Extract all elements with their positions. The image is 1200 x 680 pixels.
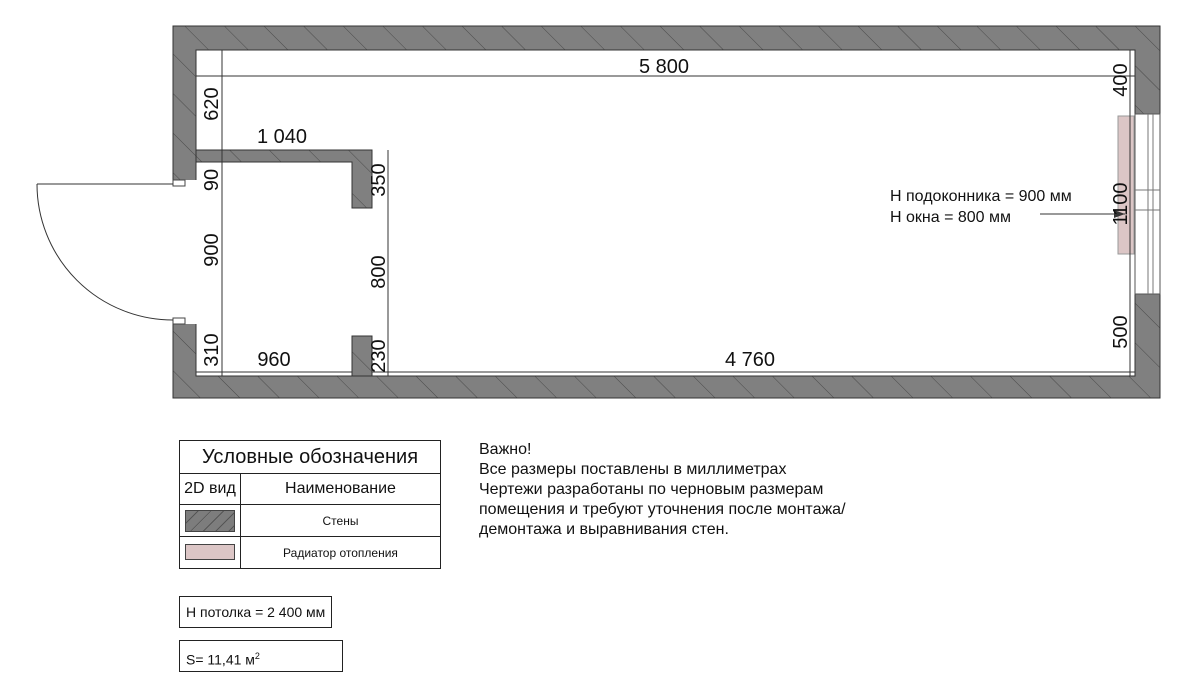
legend-item-walls: Стены (241, 505, 441, 537)
radiator-swatch (185, 544, 235, 560)
legend-col-name: Наименование (241, 474, 441, 505)
area-box (179, 640, 343, 672)
window-height-note: Н окна = 800 мм (890, 209, 1012, 226)
door (37, 180, 185, 324)
legend-col-view: 2D вид (180, 474, 241, 505)
dim-90: 90 (201, 168, 223, 192)
legend-table (179, 440, 441, 569)
note-line: Чертежи разработаны по черновым размерам (479, 481, 824, 498)
dim-900: 900 (201, 233, 223, 267)
legend-title: Условные обозначения (180, 441, 441, 474)
important-note (479, 440, 846, 540)
legend-swatch-cell (180, 537, 241, 569)
note-line: демонтажа и выравнивания стен. (479, 521, 729, 538)
wall-swatch (185, 510, 235, 532)
ceiling-height-box (179, 596, 332, 628)
dim-1100: 1100 (1110, 182, 1132, 226)
window-sill-note: Н подоконника = 900 мм (890, 188, 1072, 205)
dim-230: 230 (368, 339, 390, 373)
dim-400: 400 (1110, 63, 1132, 97)
note-title: Важно! (479, 441, 532, 458)
dim-310: 310 (201, 333, 223, 367)
dim-620: 620 (201, 87, 223, 121)
dim-1040: 1 040 (256, 126, 308, 148)
dim-4760: 4 760 (724, 349, 776, 371)
dim-800: 800 (368, 255, 390, 289)
dim-500: 500 (1110, 315, 1132, 349)
walls (172, 26, 1161, 398)
dim-total-length: 5 800 (638, 56, 690, 78)
legend-swatch-cell (180, 505, 241, 537)
ceiling-height: Н потолка = 2 400 мм (186, 604, 326, 620)
note-line: помещения и требуют уточнения после монтажа/ (479, 501, 846, 518)
legend-item-radiator: Радиатор отопления (241, 537, 441, 569)
area-unit-sup: 2 (254, 651, 260, 661)
area-value: S= 11,41 м (186, 651, 255, 668)
dim-960: 960 (257, 349, 291, 371)
note-line: Все размеры поставлены в миллиметрах (479, 461, 787, 478)
dimension-labels (201, 56, 1132, 373)
dim-350: 350 (368, 163, 390, 197)
